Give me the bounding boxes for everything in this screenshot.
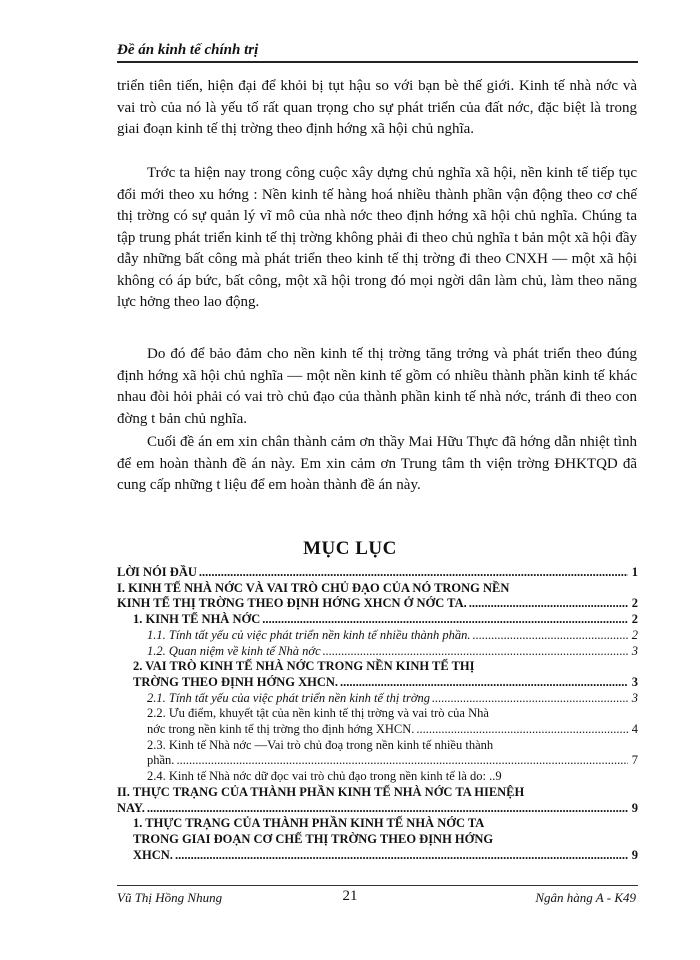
toc-leader	[473, 628, 628, 644]
body-paragraph-2: Trớc ta hiện nay trong công cuộc xây dựng chủ nghĩa xã hội, nền kinh tế tiếp tục đổi mới theo xu hớng : Nền kinh tế hàng hoá nhiều thành phần vận động theo cơ chế thị trờng có sự quản lý vĩ mô của nhà nớc theo định hớng xã hội chủ nghĩa. Chúng ta tập trung phát triển kinh tế thị trờng không phải đi theo chủ nghĩa t bản một xã hội đầy dẫy những bất công mà phát triển theo kinh tế thị trờng đi theo CNXH — một xã hội không có áp bức, bất công, một xã hội trong đó mọi ngời dân làm chủ, làm theo năng lực hởng theo lao động.	[117, 165, 637, 310]
toc-entry-text-cont: TRỜNG THEO ĐỊNH HỚNG XHCN.	[133, 674, 338, 689]
toc-leader	[416, 722, 627, 738]
toc-entry-text: 2.2. Ưu điểm, khuyết tật của nền kinh tế thị trờng và vai trò của Nhà	[147, 706, 489, 721]
toc-entry[interactable]	[117, 644, 638, 660]
toc-entry-text: I. KINH TẾ NHÀ NỚC VÀ VAI TRÒ CHỦ ĐẠO CỦA NÓ TRONG NỀN	[117, 580, 510, 595]
toc-entry-page: 4	[631, 722, 638, 737]
footer-class-info: Ngân hàng A - K49	[535, 890, 636, 905]
toc-entry-text: II. THỰC TRẠNG CỦA THÀNH PHẦN KINH TẾ NHÀ NỚC TA HIENỆH	[117, 784, 525, 799]
toc-title: MỤC LỤC	[303, 538, 397, 559]
toc-entry-text: 2.4. Kinh tế Nhà nớc dữ đọc vai trò chủ đạo trong nền kinh tế là do: ..9	[147, 769, 502, 784]
toc-entry-text: 2. VAI TRÒ KINH TẾ NHÀ NỚC TRONG NỀN KINH TẾ THỊ	[133, 659, 475, 674]
toc-entry-text: 1. THỰC TRẠNG CỦA THÀNH PHẦN KINH TẾ NHÀ NỚC TA	[133, 816, 485, 831]
toc-entry-page: 9	[631, 800, 638, 815]
toc-entry-text: 1.2. Quan niệm về kinh tế Nhà nớc	[147, 643, 321, 658]
table-of-contents	[117, 565, 638, 863]
toc-leader	[147, 801, 628, 817]
toc-entry[interactable]	[117, 769, 638, 785]
toc-entry-text: 1.1. Tính tất yếu củ việc phát triển nền kinh tế nhiều thành phần.	[147, 627, 471, 642]
toc-entry-text-cont: phần.	[147, 753, 175, 768]
body-paragraph-1: triển tiên tiến, hiện đại để khỏi bị tụt hậu so với bạn bè thế giới. Kinh tế nhà nớc và vai trò của nó là yếu tố rất quan trọng cho sự phát triển của đất nớc, đặc biệt là trong giai đoạn kinh tế thị trờng theo định hớng xã hội chủ nghĩa.	[117, 78, 637, 137]
toc-entry-text-cont: NAY.	[117, 800, 145, 815]
toc-entry[interactable]	[117, 691, 638, 707]
toc-entry[interactable]	[117, 738, 638, 769]
footer-author: Vũ Thị Hồng Nhung	[117, 890, 223, 905]
toc-entry[interactable]	[117, 816, 638, 863]
toc-entry-text: 1. KINH TẾ NHÀ NỚC	[133, 612, 261, 627]
toc-entry-page: 7	[631, 753, 638, 768]
running-header-title: Đề án kinh tế chính trị	[117, 42, 259, 58]
toc-entry-text-cont: KINH TẾ THỊ TRỜNG THEO ĐỊNH HỚNG XHCN Ở NỚC TA.	[117, 596, 467, 611]
toc-entry[interactable]	[117, 628, 638, 644]
toc-leader	[199, 565, 628, 581]
toc-entry[interactable]	[117, 565, 638, 581]
toc-entry-page: 2	[631, 612, 638, 627]
header-rule	[117, 61, 638, 63]
toc-leader	[262, 612, 628, 628]
body-paragraph-4: Cuối đề án em xin chân thành cảm ơn thầy Mai Hữu Thực đã hớng dẫn nhiệt tình để em hoàn thành đề án này. Em xin cảm ơn Trung tâm th viện trờng ĐHKTQD đã cung cấp những t liệu để em hoàn thành đề án này.	[117, 434, 637, 493]
toc-leader	[323, 644, 628, 660]
toc-entry[interactable]	[117, 612, 638, 628]
toc-entry[interactable]	[117, 581, 638, 612]
toc-leader	[176, 753, 627, 769]
body-paragraph-3: Do đó để bảo đảm cho nền kinh tế thị trờng tăng trởng và phát triển theo đúng định hớng xã hội chủ nghĩa — một nền kinh tế gồm có nhiều thành phần kinh tế khác nhau đòi hỏi phải có vai trò chủ đạo của thành phần kinh tế nhà nớc, tránh đi theo con đờng t bản chủ nghĩa.	[117, 346, 637, 427]
toc-leader	[432, 691, 628, 707]
footer-page-number: 21	[342, 888, 358, 904]
toc-entry-page: 2	[631, 596, 638, 611]
toc-entry[interactable]	[117, 659, 638, 690]
toc-entry-text-cont: TRONG GIAI ĐOẠN CƠ CHẾ THỊ TRỜNG THEO ĐỊNH HỚNG	[133, 831, 494, 846]
toc-leader	[175, 848, 628, 864]
toc-entry-text: 2.1. Tính tất yếu của việc phát triển nền kinh tế thị trờng	[147, 690, 431, 705]
toc-entry-page: 2	[631, 627, 638, 642]
toc-entry-text-cont: nớc trong nền kinh tế thị trờng tho định hớng XHCN.	[147, 722, 415, 737]
toc-leader	[469, 596, 628, 612]
toc-entry[interactable]	[117, 706, 638, 737]
toc-entry-page: 3	[631, 690, 638, 705]
toc-entry[interactable]	[117, 785, 638, 816]
toc-entry-page: 3	[631, 643, 638, 658]
footer-rule	[117, 885, 638, 886]
toc-entry-page: 9	[631, 847, 638, 862]
toc-entry-text-cont2: XHCN.	[133, 847, 173, 862]
toc-leader	[340, 675, 628, 691]
toc-entry-page: 3	[631, 674, 638, 689]
toc-entry-page: 1	[631, 565, 638, 579]
toc-entry-text: LỜI NÓI ĐẦU	[117, 565, 197, 579]
toc-entry-text: 2.3. Kinh tế Nhà nớc —Vai trò chủ đoạ trong nền kinh tế nhiều thành	[147, 737, 494, 752]
